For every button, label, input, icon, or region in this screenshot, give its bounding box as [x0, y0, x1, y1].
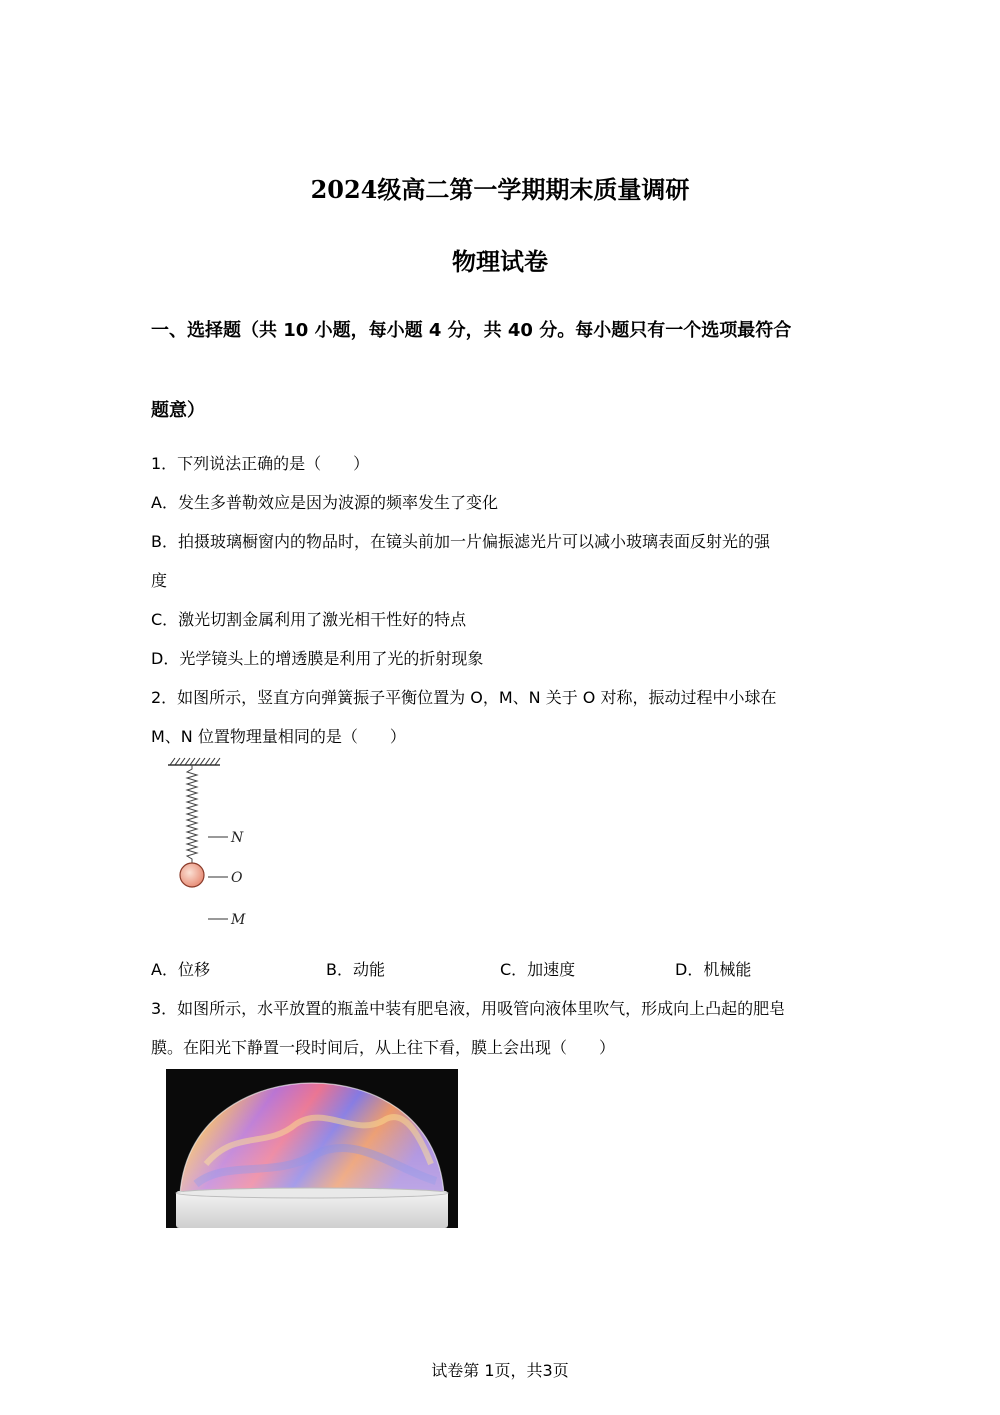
q1-option-c: C．激光切割金属利用了激光相干性好的特点 [151, 610, 467, 629]
spring [187, 765, 197, 863]
q2-option-c: C．加速度 [500, 960, 576, 979]
spring-oscillator-figure [160, 755, 260, 935]
label-m: M [231, 912, 246, 928]
q3-stem-line1: 3．如图所示，水平放置的瓶盖中装有肥皂液，用吸管向液体里吹气，形成向上凸起的肥皂 [151, 999, 786, 1018]
q3-stem-line2: 膜。在阳光下静置一段时间后，从上往下看，膜上会出现（ ） [151, 1038, 616, 1057]
q1-option-a: A．发生多普勒效应是因为波源的频率发生了变化 [151, 493, 498, 512]
ceiling-hatch [170, 758, 220, 765]
q1-stem: 1．下列说法正确的是（ ） [151, 454, 370, 473]
page-footer: 试卷第 1页，共3页 [431, 1361, 569, 1380]
section-heading-line1: 一、选择题（共 10 小题，每小题 4 分，共 40 分。每小题只有一个选项最符合 [151, 320, 792, 341]
q2-stem-line1: 2．如图所示，竖直方向弹簧振子平衡位置为 O，M、N 关于 O 对称，振动过程中小球在 [151, 688, 777, 707]
q1-option-b-line2: 度 [151, 571, 168, 590]
soap-film-photo [166, 1069, 458, 1228]
q2-option-a: A．位移 [151, 960, 210, 979]
oscillator-ball [180, 863, 204, 887]
exam-subtitle: 物理试卷 [452, 247, 548, 276]
exam-title: 2024级高二第一学期期末质量调研 [310, 175, 690, 204]
q1-option-b-line1: B．拍摄玻璃橱窗内的物品时，在镜头前加一片偏振滤光片可以减小玻璃表面反射光的强 [151, 532, 770, 551]
section-heading-line2: 题意） [151, 400, 205, 421]
q2-option-d: D．机械能 [675, 960, 752, 979]
q1-option-d: D．光学镜头上的增透膜是利用了光的折射现象 [151, 649, 484, 668]
label-n: N [231, 830, 244, 846]
q2-option-b: B．动能 [326, 960, 385, 979]
q2-stem-line2: M、N 位置物理量相同的是（ ） [151, 727, 406, 746]
label-o: O [231, 870, 243, 886]
